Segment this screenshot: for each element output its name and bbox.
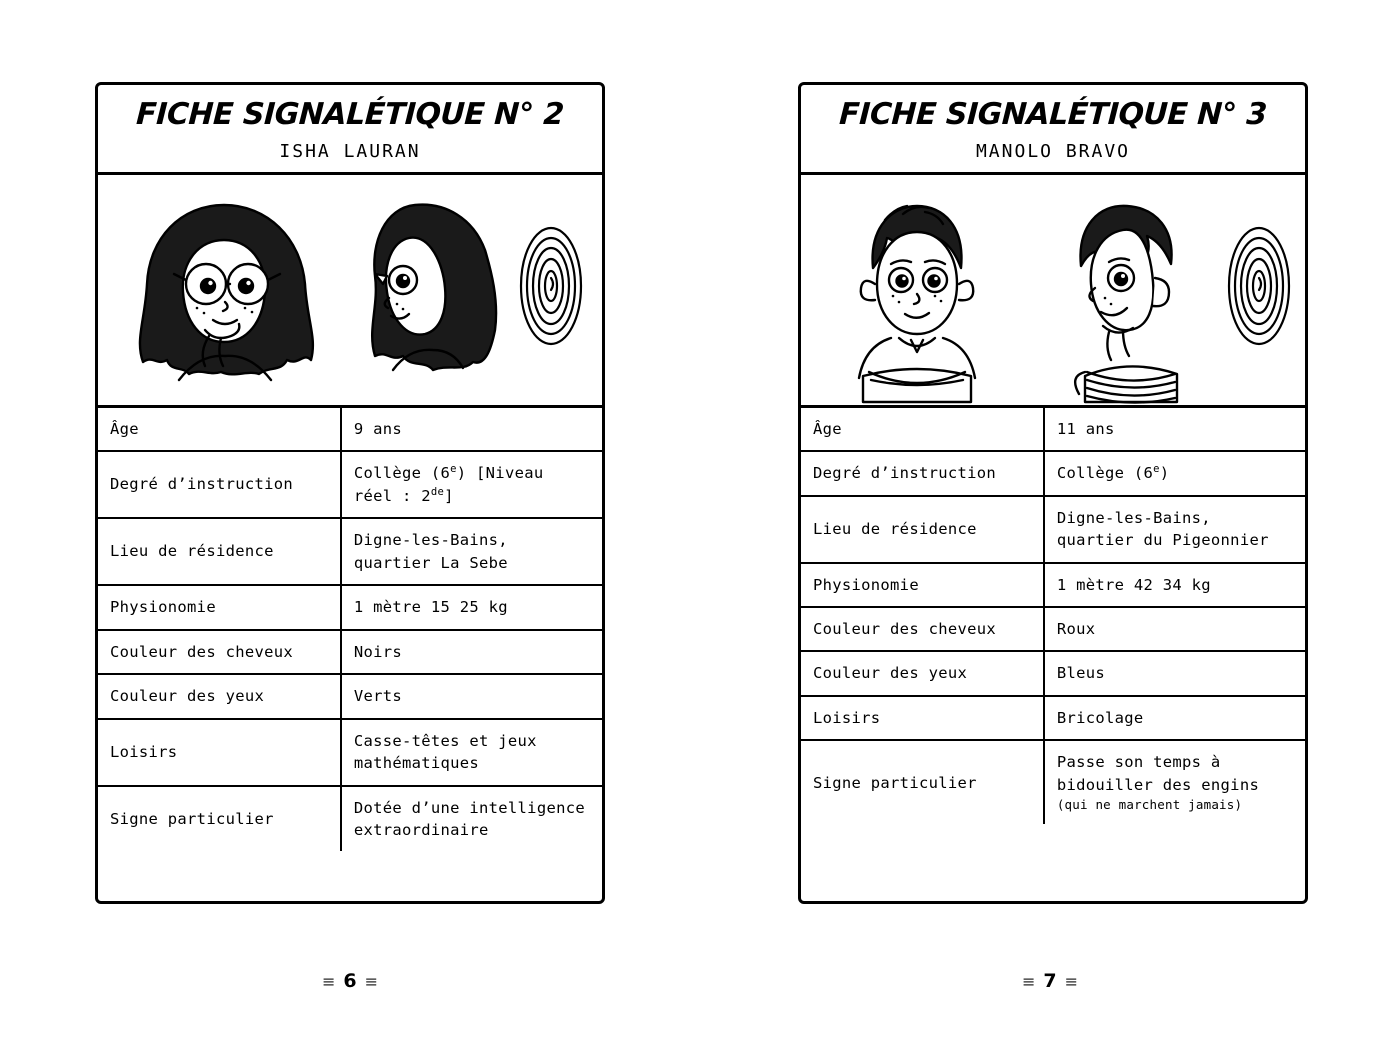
table-row bbox=[98, 786, 602, 852]
table-row bbox=[98, 451, 602, 518]
row-label: Couleur des cheveux bbox=[801, 607, 1044, 651]
row-value: 1 mètre 42 34 kg bbox=[1044, 563, 1305, 607]
folio-mark-left: ≡ bbox=[1021, 972, 1036, 991]
row-value: Noirs bbox=[341, 630, 602, 674]
row-label: Signe particulier bbox=[98, 786, 341, 852]
card-subtitle: MANOLO BRAVO bbox=[975, 140, 1131, 162]
table-row bbox=[801, 408, 1305, 451]
row-value bbox=[1044, 740, 1305, 824]
row-label: Degré d’instruction bbox=[98, 451, 341, 518]
table-row bbox=[801, 451, 1305, 496]
portrait-panel bbox=[801, 175, 1305, 408]
row-value: Bricolage bbox=[1044, 696, 1305, 740]
row-label: Couleur des yeux bbox=[801, 651, 1044, 695]
page-folio-left bbox=[0, 970, 700, 992]
row-value: Casse-têtes et jeux mathématiques bbox=[341, 719, 602, 786]
portrait-isha-profile-icon bbox=[345, 180, 505, 405]
table-row bbox=[98, 585, 602, 629]
card-title: FICHE SIGNALÉTIQUE N° 3 bbox=[838, 97, 1268, 132]
portrait-manolo-front-icon bbox=[807, 180, 1027, 405]
card-header bbox=[801, 85, 1305, 175]
card-header bbox=[98, 85, 602, 175]
folio-number: 7 bbox=[1043, 970, 1057, 992]
row-value: Digne-les-Bains, quartier La Sebe bbox=[341, 518, 602, 585]
card-subtitle: ISHA LAURAN bbox=[279, 140, 421, 162]
row-label: Âge bbox=[801, 408, 1044, 451]
row-label: Âge bbox=[98, 408, 341, 451]
row-label: Couleur des cheveux bbox=[98, 630, 341, 674]
row-label: Degré d’instruction bbox=[801, 451, 1044, 496]
row-value: Digne-les-Bains, quartier du Pigeonnier bbox=[1044, 496, 1305, 563]
table-row bbox=[801, 696, 1305, 740]
row-value: Collège (6e) bbox=[1044, 451, 1305, 496]
table-row bbox=[801, 740, 1305, 824]
table-row bbox=[801, 496, 1305, 563]
row-label: Couleur des yeux bbox=[98, 674, 341, 718]
page-folio-right bbox=[700, 970, 1400, 992]
row-value: Verts bbox=[341, 674, 602, 718]
folio-mark-right: ≡ bbox=[1064, 972, 1079, 991]
fiche-table-3 bbox=[801, 408, 1305, 825]
portrait-panel bbox=[98, 175, 602, 408]
row-label: Physionomie bbox=[98, 585, 341, 629]
table-row bbox=[98, 518, 602, 585]
row-label: Loisirs bbox=[801, 696, 1044, 740]
fingerprint-icon bbox=[1219, 180, 1299, 405]
table-row bbox=[98, 630, 602, 674]
table-row bbox=[801, 651, 1305, 695]
card-title: FICHE SIGNALÉTIQUE N° 2 bbox=[135, 97, 565, 132]
page-right bbox=[700, 0, 1400, 1050]
fiche-card-2 bbox=[95, 82, 605, 904]
folio-mark-left: ≡ bbox=[321, 972, 336, 991]
table-row bbox=[98, 408, 602, 451]
folio-number: 6 bbox=[343, 970, 357, 992]
row-label: Lieu de résidence bbox=[801, 496, 1044, 563]
row-label: Signe particulier bbox=[801, 740, 1044, 824]
table-row bbox=[98, 674, 602, 718]
row-value-text: Passe son temps à bidouiller des engins bbox=[1056, 753, 1260, 794]
fingerprint-icon bbox=[511, 180, 591, 405]
row-value-note: (qui ne marchent jamais) bbox=[1056, 797, 1243, 813]
row-value: Roux bbox=[1044, 607, 1305, 651]
table-row bbox=[801, 607, 1305, 651]
portrait-manolo-profile-icon bbox=[1033, 180, 1213, 405]
row-value: Dotée d’une intelligence extraordinaire bbox=[341, 786, 602, 852]
table-row bbox=[801, 563, 1305, 607]
row-value: Bleus bbox=[1044, 651, 1305, 695]
fiche-table-2 bbox=[98, 408, 602, 852]
row-value: 1 mètre 15 25 kg bbox=[341, 585, 602, 629]
row-label: Lieu de résidence bbox=[98, 518, 341, 585]
row-value: 9 ans bbox=[353, 419, 402, 438]
row-value: Collège (6e) [Niveau réel : 2de] bbox=[341, 451, 602, 518]
fiche-card-3 bbox=[798, 82, 1308, 904]
row-value: 11 ans bbox=[1056, 419, 1115, 438]
folio-mark-right: ≡ bbox=[364, 972, 379, 991]
row-label: Loisirs bbox=[98, 719, 341, 786]
portrait-isha-front-icon bbox=[109, 180, 339, 405]
table-row bbox=[98, 719, 602, 786]
row-label: Physionomie bbox=[801, 563, 1044, 607]
